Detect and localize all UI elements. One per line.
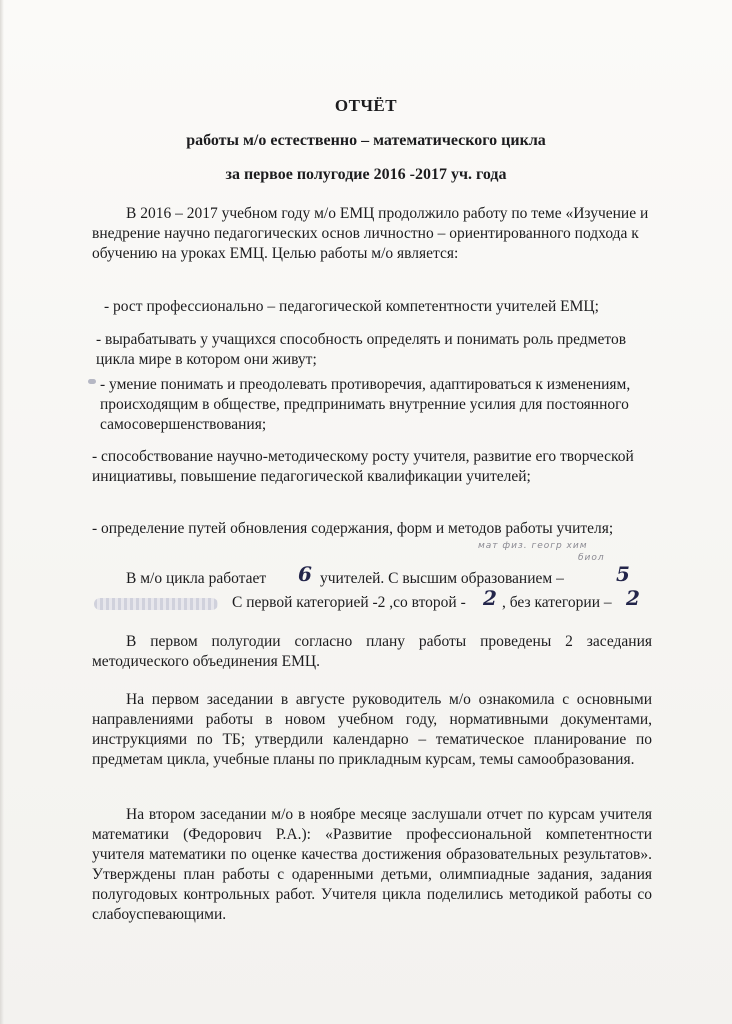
handwritten-subjects-note: мат физ. геогр хим (478, 541, 588, 551)
staff-line2-start (232, 593, 522, 613)
handwritten-subjects-note: биол (578, 553, 605, 563)
meetings-paragraph: В первом полугодии согласно плану работы проведены 2 заседания методического объединения ЕМЦ. (92, 633, 652, 670)
staff-line1-end (320, 569, 620, 589)
staff-text: С первой категорией -2 ,со второй - (232, 594, 466, 611)
handwritten-higher-ed-count: 5 (616, 562, 630, 586)
page-edge-shadow (0, 0, 4, 1024)
handwritten-no-category-count: 2 (626, 586, 640, 610)
goal-item: - умение понимать и преодолевать противоречия, адаптироваться к изменениям, происходящим в обществе, предпринимать внутренние усилия для постоянного самосовершенствования; (100, 376, 631, 433)
goal-item: - определение путей обновления содержания, форм и методов работы учителя; (92, 520, 614, 537)
staff-text: В м/о цикла работает (126, 570, 267, 587)
report-subtitle-line1: работы м/о естественно – математического цикла (186, 132, 546, 149)
staff-line2-end (502, 593, 628, 613)
handwritten-second-category-count: 2 (483, 586, 497, 610)
report-title: ОТЧЁТ (334, 96, 398, 115)
intro-paragraph: В 2016 – 2017 учебном году м/о ЕМЦ продолжило работу по теме «Изучение и внедрение научно педагогических основ личностно – ориентированного подхода к обучению на уроках ЕМЦ. Целью работы м/о является: (92, 205, 649, 262)
erased-text-blot (94, 598, 218, 610)
second-meeting-paragraph: На втором заседании м/о в ноябре месяце заслушали отчет по курсам учителя математики (Федорович Р.А.): «Развитие профессиональной компетентности учителя математики по оценке качества достижения образовательных результатов». Утверждены план работы с одаренными детьми, олимпиадные задания, задания полугодовых контрольных работ. Учителя цикла поделились методикой работы со слабоуспевающими. (92, 806, 652, 923)
handwritten-teacher-count: 6 (298, 562, 312, 586)
report-subtitle-line2: за первое полугодие 2016 -2017 уч. года (225, 166, 507, 183)
staff-text: , без категории – (502, 594, 612, 611)
first-meeting-paragraph: На первом заседании в августе руководитель м/о ознакомила с основными направлениями работы в новом учебном году, нормативными документами, инструкциями по ТБ; утвердили календарно – тематическое планирование по предметам цикла, учебные планы по прикладным курсам, темы самообразования. (92, 691, 652, 768)
goal-item: - рост профессионально – педагогической компетентности учителей ЕМЦ; (104, 298, 599, 315)
staff-text: учителей. С высшим образованием – (320, 570, 564, 587)
goal-item: - вырабатывать у учащихся способность определять и понимать роль предметов цикла мире в котором они живут; (96, 331, 627, 368)
goal-item: - способствование научно-методическому росту учителя, развитие его творческой инициативы, повышение педагогической квалификации учителей; (92, 448, 634, 485)
